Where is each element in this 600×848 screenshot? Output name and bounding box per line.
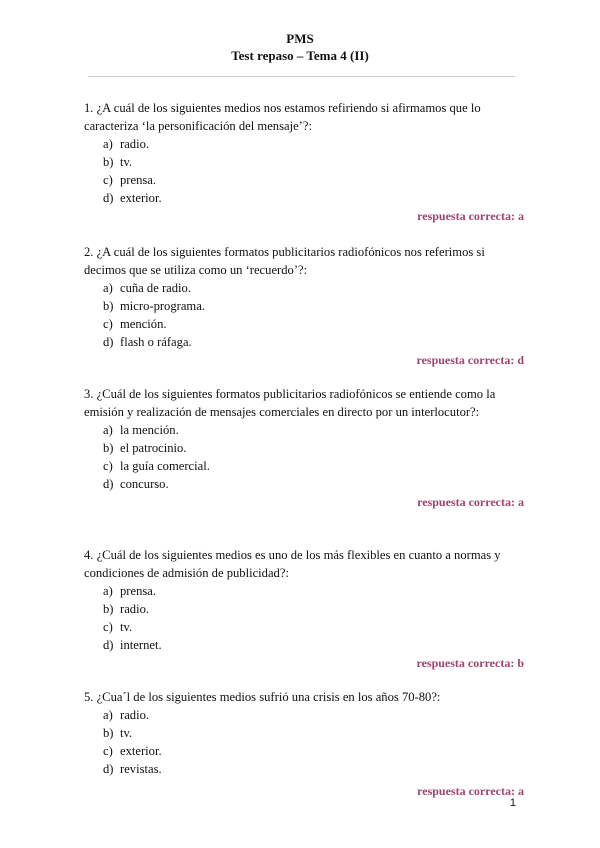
- option-text: tv.: [120, 155, 133, 169]
- option-text: la mención.: [120, 423, 179, 437]
- option-letter: c): [103, 744, 113, 758]
- option-letter: c): [103, 620, 113, 634]
- correct-answer: respuesta correcta: d: [416, 353, 524, 367]
- option-d: [84, 333, 524, 351]
- correct-answer: respuesta correcta: b: [416, 656, 524, 670]
- option-d: [84, 760, 524, 778]
- option-a: [84, 421, 524, 439]
- option-c: [84, 457, 524, 475]
- option-text: la guía comercial.: [120, 459, 210, 473]
- option-d: [84, 475, 524, 493]
- option-text: micro-programa.: [120, 299, 205, 313]
- option-d: [84, 636, 524, 654]
- option-text: radio.: [120, 137, 150, 151]
- option-text: tv.: [120, 726, 133, 740]
- page-number: 1: [509, 797, 516, 809]
- question-text: 5. ¿Cua´l de los siguientes medios sufrió una crisis en los años 70-80?:: [84, 690, 441, 704]
- option-text: concurso.: [120, 477, 169, 491]
- option-letter: a): [103, 281, 113, 295]
- option-b: [84, 724, 524, 742]
- option-text: exterior.: [120, 744, 162, 758]
- option-letter: a): [103, 137, 113, 151]
- option-letter: a): [103, 423, 113, 437]
- option-letter: b): [103, 155, 114, 169]
- option-list: [84, 135, 524, 207]
- option-text: cuña de radio.: [120, 281, 191, 295]
- option-letter: b): [103, 299, 114, 313]
- option-a: [84, 135, 524, 153]
- option-b: [84, 600, 524, 618]
- header-divider: [88, 76, 515, 77]
- correct-answer: respuesta correcta: a: [417, 495, 524, 509]
- option-letter: a): [103, 708, 113, 722]
- option-letter: d): [103, 477, 114, 491]
- option-letter: d): [103, 335, 114, 349]
- question-2: [84, 243, 524, 369]
- option-list: [84, 582, 524, 654]
- option-c: [84, 171, 524, 189]
- question-4: [84, 546, 524, 672]
- question-text: 4. ¿Cuál de los siguientes medios es uno de los más flexibles en cuanto a normas y condiciones de admisión de publicidad?:: [84, 548, 501, 580]
- option-c: [84, 315, 524, 333]
- option-text: radio.: [120, 708, 150, 722]
- option-b: [84, 153, 524, 171]
- option-text: flash o ráfaga.: [120, 335, 192, 349]
- option-a: [84, 279, 524, 297]
- option-c: [84, 742, 524, 760]
- option-text: tv.: [120, 620, 133, 634]
- option-letter: b): [103, 441, 114, 455]
- option-text: el patrocinio.: [120, 441, 187, 455]
- document-title: PMS: [286, 31, 314, 46]
- option-letter: d): [103, 191, 114, 205]
- correct-answer: respuesta correcta: a: [417, 209, 524, 223]
- option-text: prensa.: [120, 584, 157, 598]
- option-c: [84, 618, 524, 636]
- option-a: [84, 706, 524, 724]
- option-text: revistas.: [120, 762, 162, 776]
- option-letter: d): [103, 638, 114, 652]
- option-b: [84, 439, 524, 457]
- option-text: radio.: [120, 602, 150, 616]
- option-d: [84, 189, 524, 207]
- question-text: 1. ¿A cuál de los siguientes medios nos estamos refiriendo si afirmamos que lo caracteriza ‘la personificación del mensaje’?:: [84, 101, 481, 133]
- option-letter: c): [103, 317, 113, 331]
- option-b: [84, 297, 524, 315]
- option-letter: b): [103, 602, 114, 616]
- question-text: 2. ¿A cuál de los siguientes formatos publicitarios radiofónicos nos referimos si decimos que se utiliza como un ‘recuerdo’?:: [84, 245, 485, 277]
- option-text: prensa.: [120, 173, 157, 187]
- option-text: exterior.: [120, 191, 162, 205]
- document-header: [0, 30, 600, 64]
- option-a: [84, 582, 524, 600]
- option-letter: a): [103, 584, 113, 598]
- option-letter: c): [103, 173, 113, 187]
- option-letter: c): [103, 459, 113, 473]
- option-text: mención.: [120, 317, 167, 331]
- correct-answer: respuesta correcta: a: [417, 784, 524, 798]
- question-3: [84, 385, 524, 511]
- question-5: [84, 688, 524, 800]
- question-1: [84, 99, 524, 225]
- option-list: [84, 421, 524, 493]
- option-list: [84, 279, 524, 351]
- option-list: [84, 706, 524, 778]
- option-text: internet.: [120, 638, 162, 652]
- question-text: 3. ¿Cuál de los siguientes formatos publicitarios radiofónicos se entiende como la emisión y realización de mensajes comerciales en directo por un interlocutor?:: [84, 387, 496, 419]
- option-letter: b): [103, 726, 114, 740]
- option-letter: d): [103, 762, 114, 776]
- document-subtitle: Test repaso – Tema 4 (II): [231, 48, 369, 63]
